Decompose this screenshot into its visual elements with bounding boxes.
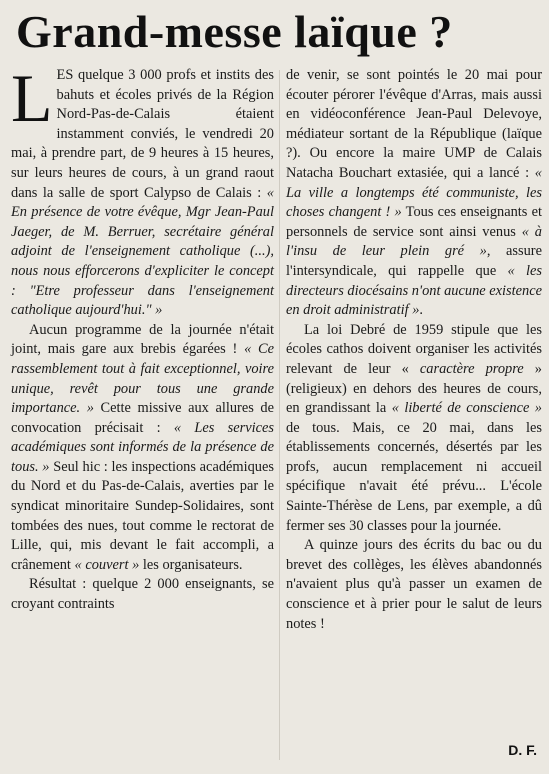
- paragraph-3-text-a: de venir, se sont pointés le 20 mai pour écouter pérorer l'évêque d'Arras, mais aussi en vidéoconférence Jean-Paul Delevoye, médiateur sortant de la République (laïque ?). Ou encore la maire UMP de Calais Natacha Bouchart extasiée, qui a lancé :: [286, 67, 542, 181]
- paragraph-2-text-c: Seul hic : les inspections académiques du Nord et du Pas-de-Calais, averties par le syndicat minoritaire Sundep-Solidaires, sont tombées des nues, tout comme le rectorat de Lille, qui, mis devant le fait accompli, a crânement: [11, 458, 274, 573]
- column-divider: [279, 70, 280, 760]
- paragraph-5: [286, 536, 542, 634]
- paragraph-2: [11, 321, 274, 576]
- paragraph-3-text-c: , assure l'intersyndicale, qui rappelle que: [286, 243, 542, 279]
- paragraph-3-text-d: .: [419, 302, 423, 319]
- paragraph-3-continued: [286, 66, 542, 321]
- quote-liberte-conscience: « liberté de conscience »: [391, 400, 542, 417]
- quote-services-academiques: « Les services académiques sont informés de la présence de tous. »: [11, 419, 274, 475]
- paragraph-1: [11, 60, 274, 321]
- paragraph-4-text-b: » (religieux) en dehors des heures de cours, en grandissant la: [286, 360, 542, 417]
- paragraph-4-text-c: de tous. Mais, ce 20 mai, dans les établissements concernés, désertés par les profs, aucun remplacement ni accueil spécifique n'avait été prévu... L'école Sainte-Thérèse de Lens, par exemple, a dû fermer ses 30 classes pour la journée.: [286, 419, 542, 534]
- quote-bishop-invitation: « En présence de votre évêque, Mgr Jean-Paul Jaeger, de M. Berruer, secrétaire général adjoint de l'enseignement catholique (...), nous nous efforcerons d'expliciter le concept : "Etre professeur dans l'enseignement catholique aujourd'hui." »: [11, 184, 274, 319]
- quote-rassemblement: « Ce rassemblement tout à fait exceptionnel, voire unique, revêt pour tous une grande importance. »: [11, 341, 275, 417]
- headline: Grand-messe laïque ?: [16, 6, 453, 57]
- left-column: [11, 60, 275, 615]
- paragraph-4: [286, 321, 542, 537]
- paragraph-4-text-a: La loi Debré de 1959 stipule que les écoles cathos doivent organiser les activités relevant de leur «: [286, 321, 542, 377]
- paragraph-3: [11, 575, 274, 614]
- drop-cap: L: [11, 60, 53, 136]
- right-column: [286, 66, 542, 634]
- paragraph-3-text-b: Tous ces enseignants et personnels de service sont ainsi venus: [286, 204, 542, 240]
- quote-directeurs-diocesains: « les directeurs diocésains n'ont aucune existence en droit administratif »: [286, 262, 542, 319]
- author-signature: D. F.: [508, 742, 537, 758]
- paragraph-2-text-a: Aucun programme de la journée n'était joint, mais gare aux brebis égarées !: [11, 321, 274, 358]
- paragraph-2-text-d: les organisateurs.: [139, 556, 243, 573]
- quote-insu: « à l'insu de leur plein gré »: [286, 223, 542, 260]
- paragraph-2-text-b: Cette missive aux allures de convocation précisait :: [11, 400, 274, 436]
- paragraph-5-text: A quinze jours des écrits du bac ou du brevet des collèges, les élèves abandonnés n'avaient plus qu'à passer un examen de conscience et à prier pour le salut de leurs notes !: [286, 537, 542, 632]
- quote-caractere-propre: caractère propre: [419, 360, 524, 377]
- quote-maire: « La ville a longtemps été communiste, les choses changent ! »: [286, 164, 542, 221]
- quote-couvert: « couvert »: [74, 556, 140, 573]
- paragraph-1-intro: ES quelque 3 000 profs et instits des bahuts et écoles privés de la Région Nord-Pas-de-Calais étaient instamment conviés, le vendredi 20 mai, à prendre part, de 9 heures à 15 heures, sur leurs heures de cours, à un grand raout dans la salle de sport Calypso de Calais :: [11, 67, 274, 201]
- paragraph-3-start: Résultat : quelque 2 000 enseignants, se croyant contraints: [11, 576, 274, 613]
